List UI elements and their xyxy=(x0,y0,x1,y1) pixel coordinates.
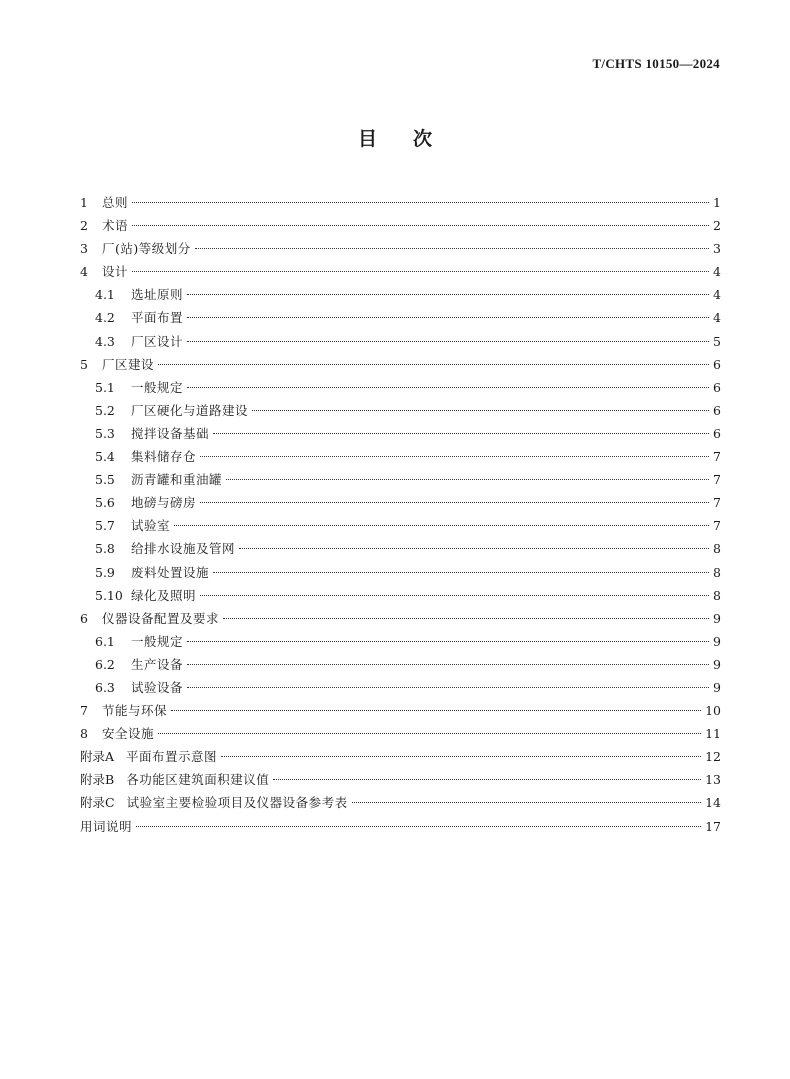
toc-entry-title: 选址原则 xyxy=(131,287,184,303)
toc-entry[interactable] xyxy=(80,676,721,699)
toc-entry-title: 平面布置示意图 xyxy=(126,749,218,765)
dot-leader xyxy=(132,225,709,226)
dot-leader xyxy=(171,710,701,711)
toc-entry-number: 3 xyxy=(80,241,88,257)
toc-entry-page: 8 xyxy=(713,587,721,603)
toc-entry[interactable] xyxy=(80,722,721,745)
table-of-contents xyxy=(80,191,721,838)
toc-entry-page: 9 xyxy=(713,656,721,672)
toc-entry-title: 给排水设施及管网 xyxy=(131,541,236,557)
toc-entry-title: 设计 xyxy=(102,264,129,280)
dot-leader xyxy=(132,271,709,272)
toc-entry[interactable] xyxy=(80,791,721,814)
toc-entry[interactable] xyxy=(80,445,721,468)
dot-leader xyxy=(200,502,709,503)
toc-entry-page: 6 xyxy=(713,356,721,372)
toc-entry-title: 一般规定 xyxy=(131,633,184,649)
toc-entry[interactable] xyxy=(80,237,721,260)
toc-entry-title: 试验设备 xyxy=(131,679,184,695)
toc-entry-number: 5.3 xyxy=(95,425,115,441)
toc-entry-number: 4.1 xyxy=(95,287,115,303)
toc-entry[interactable] xyxy=(80,399,721,422)
toc-entry-page: 2 xyxy=(713,218,721,234)
dot-leader xyxy=(252,410,709,411)
toc-entry-title: 沥青罐和重油罐 xyxy=(131,472,223,488)
toc-entry[interactable] xyxy=(80,815,721,838)
toc-entry[interactable] xyxy=(80,514,721,537)
dot-leader xyxy=(187,317,709,318)
toc-entry-title: 厂区设计 xyxy=(131,333,184,349)
dot-leader xyxy=(158,364,709,365)
toc-entry-page: 11 xyxy=(705,726,721,742)
toc-entry[interactable] xyxy=(80,260,721,283)
toc-entry-number: 5 xyxy=(80,356,88,372)
toc-entry-page: 4 xyxy=(713,287,721,303)
toc-entry-title: 试验室 xyxy=(131,518,171,534)
toc-entry[interactable] xyxy=(80,191,721,214)
toc-entry-page: 6 xyxy=(713,379,721,395)
dot-leader xyxy=(187,641,709,642)
toc-entry[interactable] xyxy=(80,561,721,584)
toc-entry-number: 6.2 xyxy=(95,656,115,672)
dot-leader xyxy=(158,733,701,734)
toc-entry-page: 10 xyxy=(705,703,721,719)
toc-entry[interactable] xyxy=(80,537,721,560)
toc-entry-number: 6.3 xyxy=(95,679,115,695)
toc-entry-page: 14 xyxy=(705,795,721,811)
dot-leader xyxy=(187,387,709,388)
toc-entry[interactable] xyxy=(80,584,721,607)
toc-entry-title: 各功能区建筑面积建议值 xyxy=(126,772,270,788)
toc-entry-title: 试验室主要检验项目及仪器设备参考表 xyxy=(126,795,348,811)
toc-entry-title: 仪器设备配置及要求 xyxy=(102,610,220,626)
dot-leader xyxy=(226,479,709,480)
toc-entry-page: 7 xyxy=(713,449,721,465)
toc-entry-number: 4.3 xyxy=(95,333,115,349)
toc-entry-title: 厂(站)等级划分 xyxy=(102,241,191,257)
dot-leader xyxy=(213,572,709,573)
dot-leader xyxy=(200,456,709,457)
toc-entry-page: 1 xyxy=(713,195,721,210)
toc-entry-number: 5.7 xyxy=(95,518,115,534)
toc-entry-number: 5.8 xyxy=(95,541,115,557)
dot-leader xyxy=(187,687,709,688)
toc-entry-title: 总则 xyxy=(102,195,129,210)
dot-leader xyxy=(223,618,709,619)
toc-entry-number: 4 xyxy=(80,264,88,280)
toc-entry-title: 生产设备 xyxy=(131,656,184,672)
toc-entry-number: 6 xyxy=(80,610,88,626)
dot-leader xyxy=(273,779,701,780)
toc-entry-title: 地磅与磅房 xyxy=(131,495,197,511)
toc-entry-number: 6.1 xyxy=(95,633,115,649)
dot-leader xyxy=(187,341,709,342)
toc-entry-page: 13 xyxy=(705,772,721,788)
dot-leader xyxy=(213,433,709,434)
dot-leader xyxy=(239,548,709,549)
document-code: T/CHTS 10150—2024 xyxy=(592,56,720,71)
toc-entry-page: 8 xyxy=(713,541,721,557)
toc-entry-page: 9 xyxy=(713,679,721,695)
toc-entry-title: 绿化及照明 xyxy=(131,587,197,603)
dot-leader xyxy=(195,248,709,249)
toc-entry[interactable] xyxy=(80,630,721,653)
dot-leader xyxy=(132,202,709,203)
toc-entry-title: 用词说明 xyxy=(80,818,133,834)
toc-entry[interactable] xyxy=(80,330,721,353)
toc-entry-number: 5.1 xyxy=(95,379,115,395)
toc-entry-title: 搅拌设备基础 xyxy=(131,425,210,441)
toc-entry-page: 4 xyxy=(713,310,721,326)
toc-entry-number: 5.6 xyxy=(95,495,115,511)
toc-entry[interactable] xyxy=(80,353,721,376)
toc-entry-page: 17 xyxy=(705,818,721,834)
toc-entry[interactable] xyxy=(80,607,721,630)
toc-entry[interactable] xyxy=(80,653,721,676)
toc-entry[interactable] xyxy=(80,468,721,491)
toc-entry-number: 5.2 xyxy=(95,402,115,418)
toc-entry-page: 4 xyxy=(713,264,721,280)
toc-entry-page: 6 xyxy=(713,402,721,418)
toc-entry-number: 附录C xyxy=(80,795,115,811)
toc-entry-number: 1 xyxy=(80,195,88,210)
dot-leader xyxy=(200,595,709,596)
toc-entry[interactable] xyxy=(80,306,721,329)
dot-leader xyxy=(221,756,701,757)
toc-entry-title: 集料储存仓 xyxy=(131,449,197,465)
toc-entry[interactable] xyxy=(80,422,721,445)
toc-entry-page: 3 xyxy=(713,241,721,257)
dot-leader xyxy=(174,525,709,526)
toc-entry-number: 8 xyxy=(80,726,88,742)
toc-entry-title: 厂区建设 xyxy=(102,356,155,372)
dot-leader xyxy=(136,826,701,827)
toc-entry-number: 5.9 xyxy=(95,564,115,580)
toc-entry-page: 7 xyxy=(713,495,721,511)
toc-entry-title: 节能与环保 xyxy=(102,703,168,719)
dot-leader xyxy=(187,294,709,295)
toc-entry-title: 厂区硬化与道路建设 xyxy=(131,402,249,418)
toc-entry-number: 7 xyxy=(80,703,88,719)
toc-entry-page: 6 xyxy=(713,425,721,441)
toc-entry-title: 安全设施 xyxy=(102,726,155,742)
toc-entry-page: 9 xyxy=(713,633,721,649)
toc-entry-title: 平面布置 xyxy=(131,310,184,326)
toc-entry-title: 废料处置设施 xyxy=(131,564,210,580)
toc-entry-page: 7 xyxy=(713,472,721,488)
toc-title: 目次 xyxy=(357,128,468,150)
toc-entry[interactable] xyxy=(80,745,721,768)
toc-entry-page: 8 xyxy=(713,564,721,580)
toc-entry-number: 附录B xyxy=(80,772,115,788)
toc-entry-page: 7 xyxy=(713,518,721,534)
toc-entry[interactable] xyxy=(80,214,721,237)
toc-entry[interactable] xyxy=(80,768,721,791)
dot-leader xyxy=(352,802,702,803)
toc-entry-number: 5.5 xyxy=(95,472,115,488)
toc-entry-title: 术语 xyxy=(102,218,129,234)
toc-entry-number: 4.2 xyxy=(95,310,115,326)
toc-entry-page: 12 xyxy=(705,749,721,765)
toc-entry-number: 5.10 xyxy=(95,587,123,603)
toc-entry-page: 5 xyxy=(713,333,721,349)
toc-entry-page: 9 xyxy=(713,610,721,626)
toc-entry-number: 2 xyxy=(80,218,88,234)
toc-entry-number: 附录A xyxy=(80,749,115,765)
toc-entry[interactable] xyxy=(80,699,721,722)
dot-leader xyxy=(187,664,709,665)
toc-entry[interactable] xyxy=(80,376,721,399)
toc-entry[interactable] xyxy=(80,491,721,514)
toc-entry-number: 5.4 xyxy=(95,449,115,465)
toc-entry[interactable] xyxy=(80,283,721,306)
toc-entry-title: 一般规定 xyxy=(131,379,184,395)
